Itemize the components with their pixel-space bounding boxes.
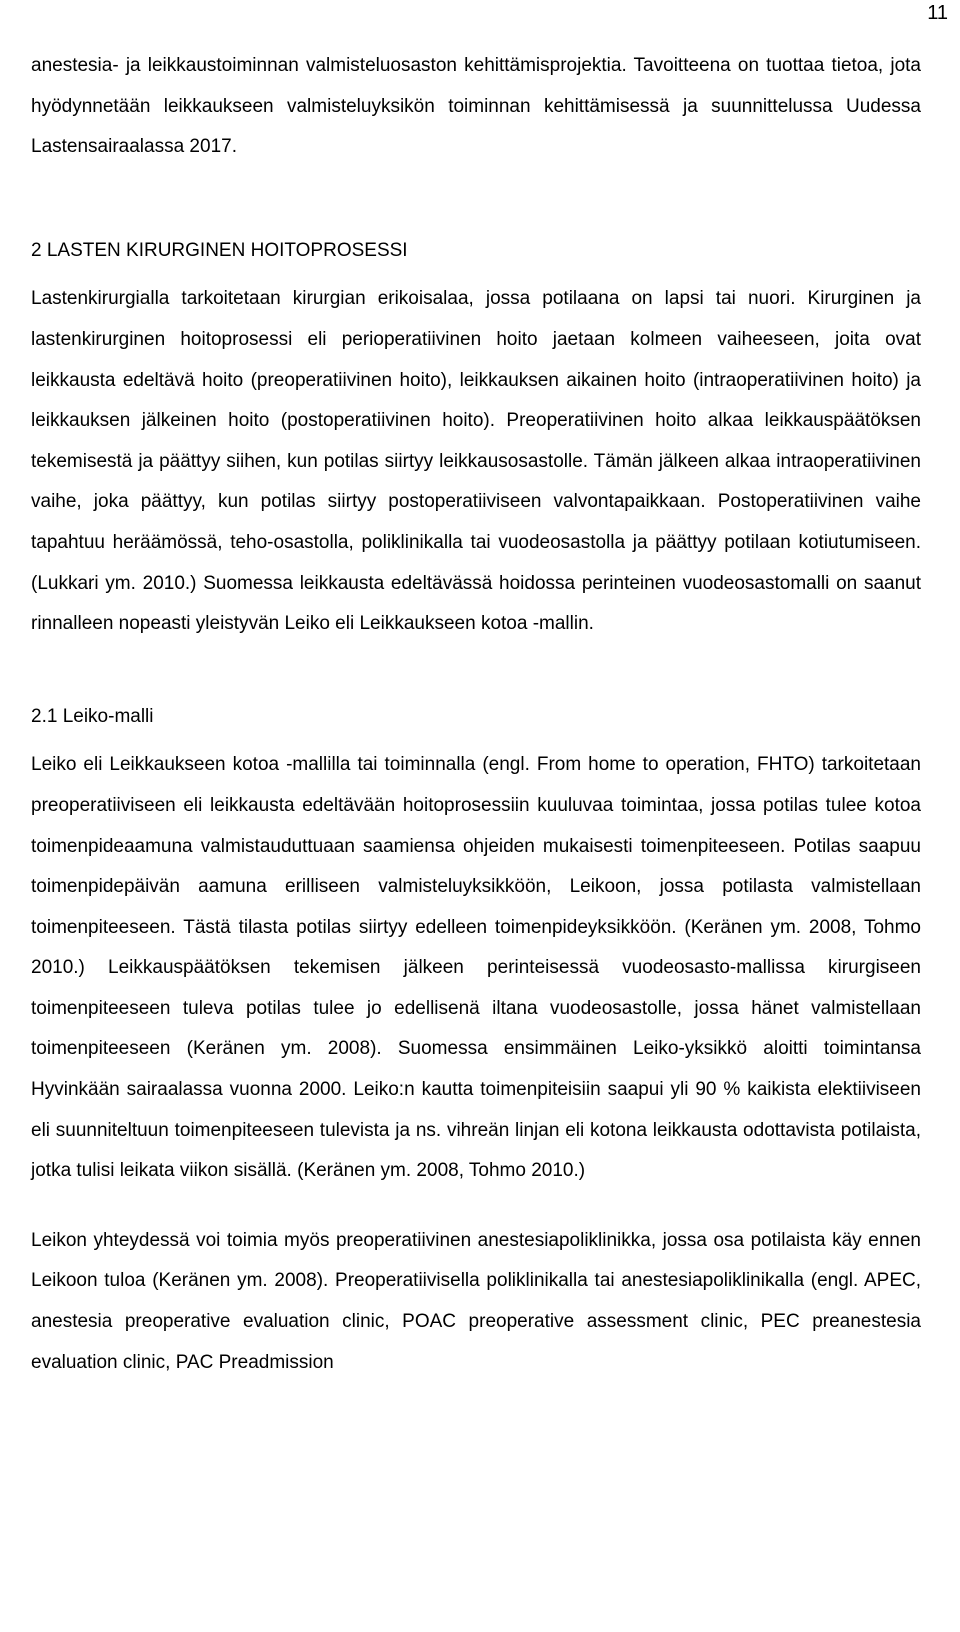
page-number: 11	[927, 2, 948, 24]
paragraph-anestesiapoliklinikka: Leikon yhteydessä voi toimia myös preoperatiivinen anestesiapoliklinikka, jossa osa potilaista käy ennen Leikoon tuloa (Keränen ym. 2008). Preoperatiivisella poliklinikalla tai anestesiapoliklinikalla (engl. APEC, anestesia preoperative evaluation clinic, POAC preoperative assessment clinic, PEC preanestesia evaluation clinic, PAC Preadmission	[31, 1229, 921, 1373]
section-heading-lasten-kirurginen-hoitoprosessi: 2 LASTEN KIRURGINEN HOITOPROSESSI	[31, 239, 408, 261]
document-body	[31, 46, 921, 1383]
intro-paragraph: anestesia- ja leikkaustoiminnan valmisteluosaston kehittämisprojektia. Tavoitteena on tuottaa tietoa, jota hyödynnetään leikkaukseen valmisteluyksikön toiminnan kehittämisessä ja suunnittelussa Uudessa Lastensairaalassa 2017.	[31, 55, 921, 158]
section-paragraph-leiko-malli: Leiko eli Leikkaukseen kotoa -mallilla tai toiminnalla (engl. From home to operation, FHTO) tarkoitetaan preoperatiiviseen eli leikkausta edeltävään hoitoprosessiin kuuluvaa toimintaa, jossa potilas tulee kotoa toimenpideaamuna valmistauduttuaan saamiensa ohjeiden mukaisesti toimenpiteeseen. Potilas saapuu toimenpidepäivän aamuna erilliseen valmisteluyksikköön, Leikoon, jossa potilasta valmistellaan toimenpiteeseen. Tästä tilasta potilas siirtyy edelleen toimenpideyksikköön. (Keränen ym. 2008, Tohmo 2010.) Leikkauspäätöksen tekemisen jälkeen perinteisessä vuodeosasto-mallissa kirurgiseen toimenpiteeseen tuleva potilas tulee jo edellisenä iltana vuodeosastolle, jossa hänet valmistellaan toimenpiteeseen (Keränen ym. 2008). Suomessa ensimmäinen Leiko-yksikkö aloitti toimintansa Hyvinkään sairaalassa vuonna 2000. Leiko:n kautta toimenpiteisiin saapui yli 90 % kaikista elektiiviseen eli suunniteltuun toimenpiteeseen tulevista ja ns. vihreän linjan eli kotona leikkausta odottavista potilaista, jotka tulisi leikata viikon sisällä. (Keränen ym. 2008, Tohmo 2010.)	[31, 754, 921, 1182]
section-paragraph-hoitoprosessi: Lastenkirurgialla tarkoitetaan kirurgian erikoisalaa, jossa potilaana on lapsi tai nuori. Kirurginen ja lastenkirurginen hoitoprosessi eli perioperatiivinen hoito jaetaan kolmeen vaiheeseen, joita ovat leikkausta edeltävä hoito (preoperatiivinen hoito), leikkauksen aikainen hoito (intraoperatiivinen hoito) ja leikkauksen jälkeinen hoito (postoperatiivinen hoito). Preoperatiivinen hoito alkaa leikkauspäätöksen tekemisestä ja päättyy siihen, kun potilas siirtyy leikkausosastolle. Tämän jälkeen alkaa intraoperatiivinen vaihe, joka päättyy, kun potilas siirtyy postoperatiiviseen valvontapaikkaan. Postoperatiivinen vaihe tapahtuu heräämössä, teho-osastolla, poliklinikalla tai vuodeosastolla ja päättyy potilaan kotiutumiseen. (Lukkari ym. 2010.) Suomessa leikkausta edeltävässä hoidossa perinteinen vuodeosastomalli on saanut rinnalleen nopeasti yleistyvän Leiko eli Leikkaukseen kotoa -mallin.	[31, 288, 921, 635]
subsection-heading-leiko-malli: 2.1 Leiko-malli	[31, 705, 154, 727]
